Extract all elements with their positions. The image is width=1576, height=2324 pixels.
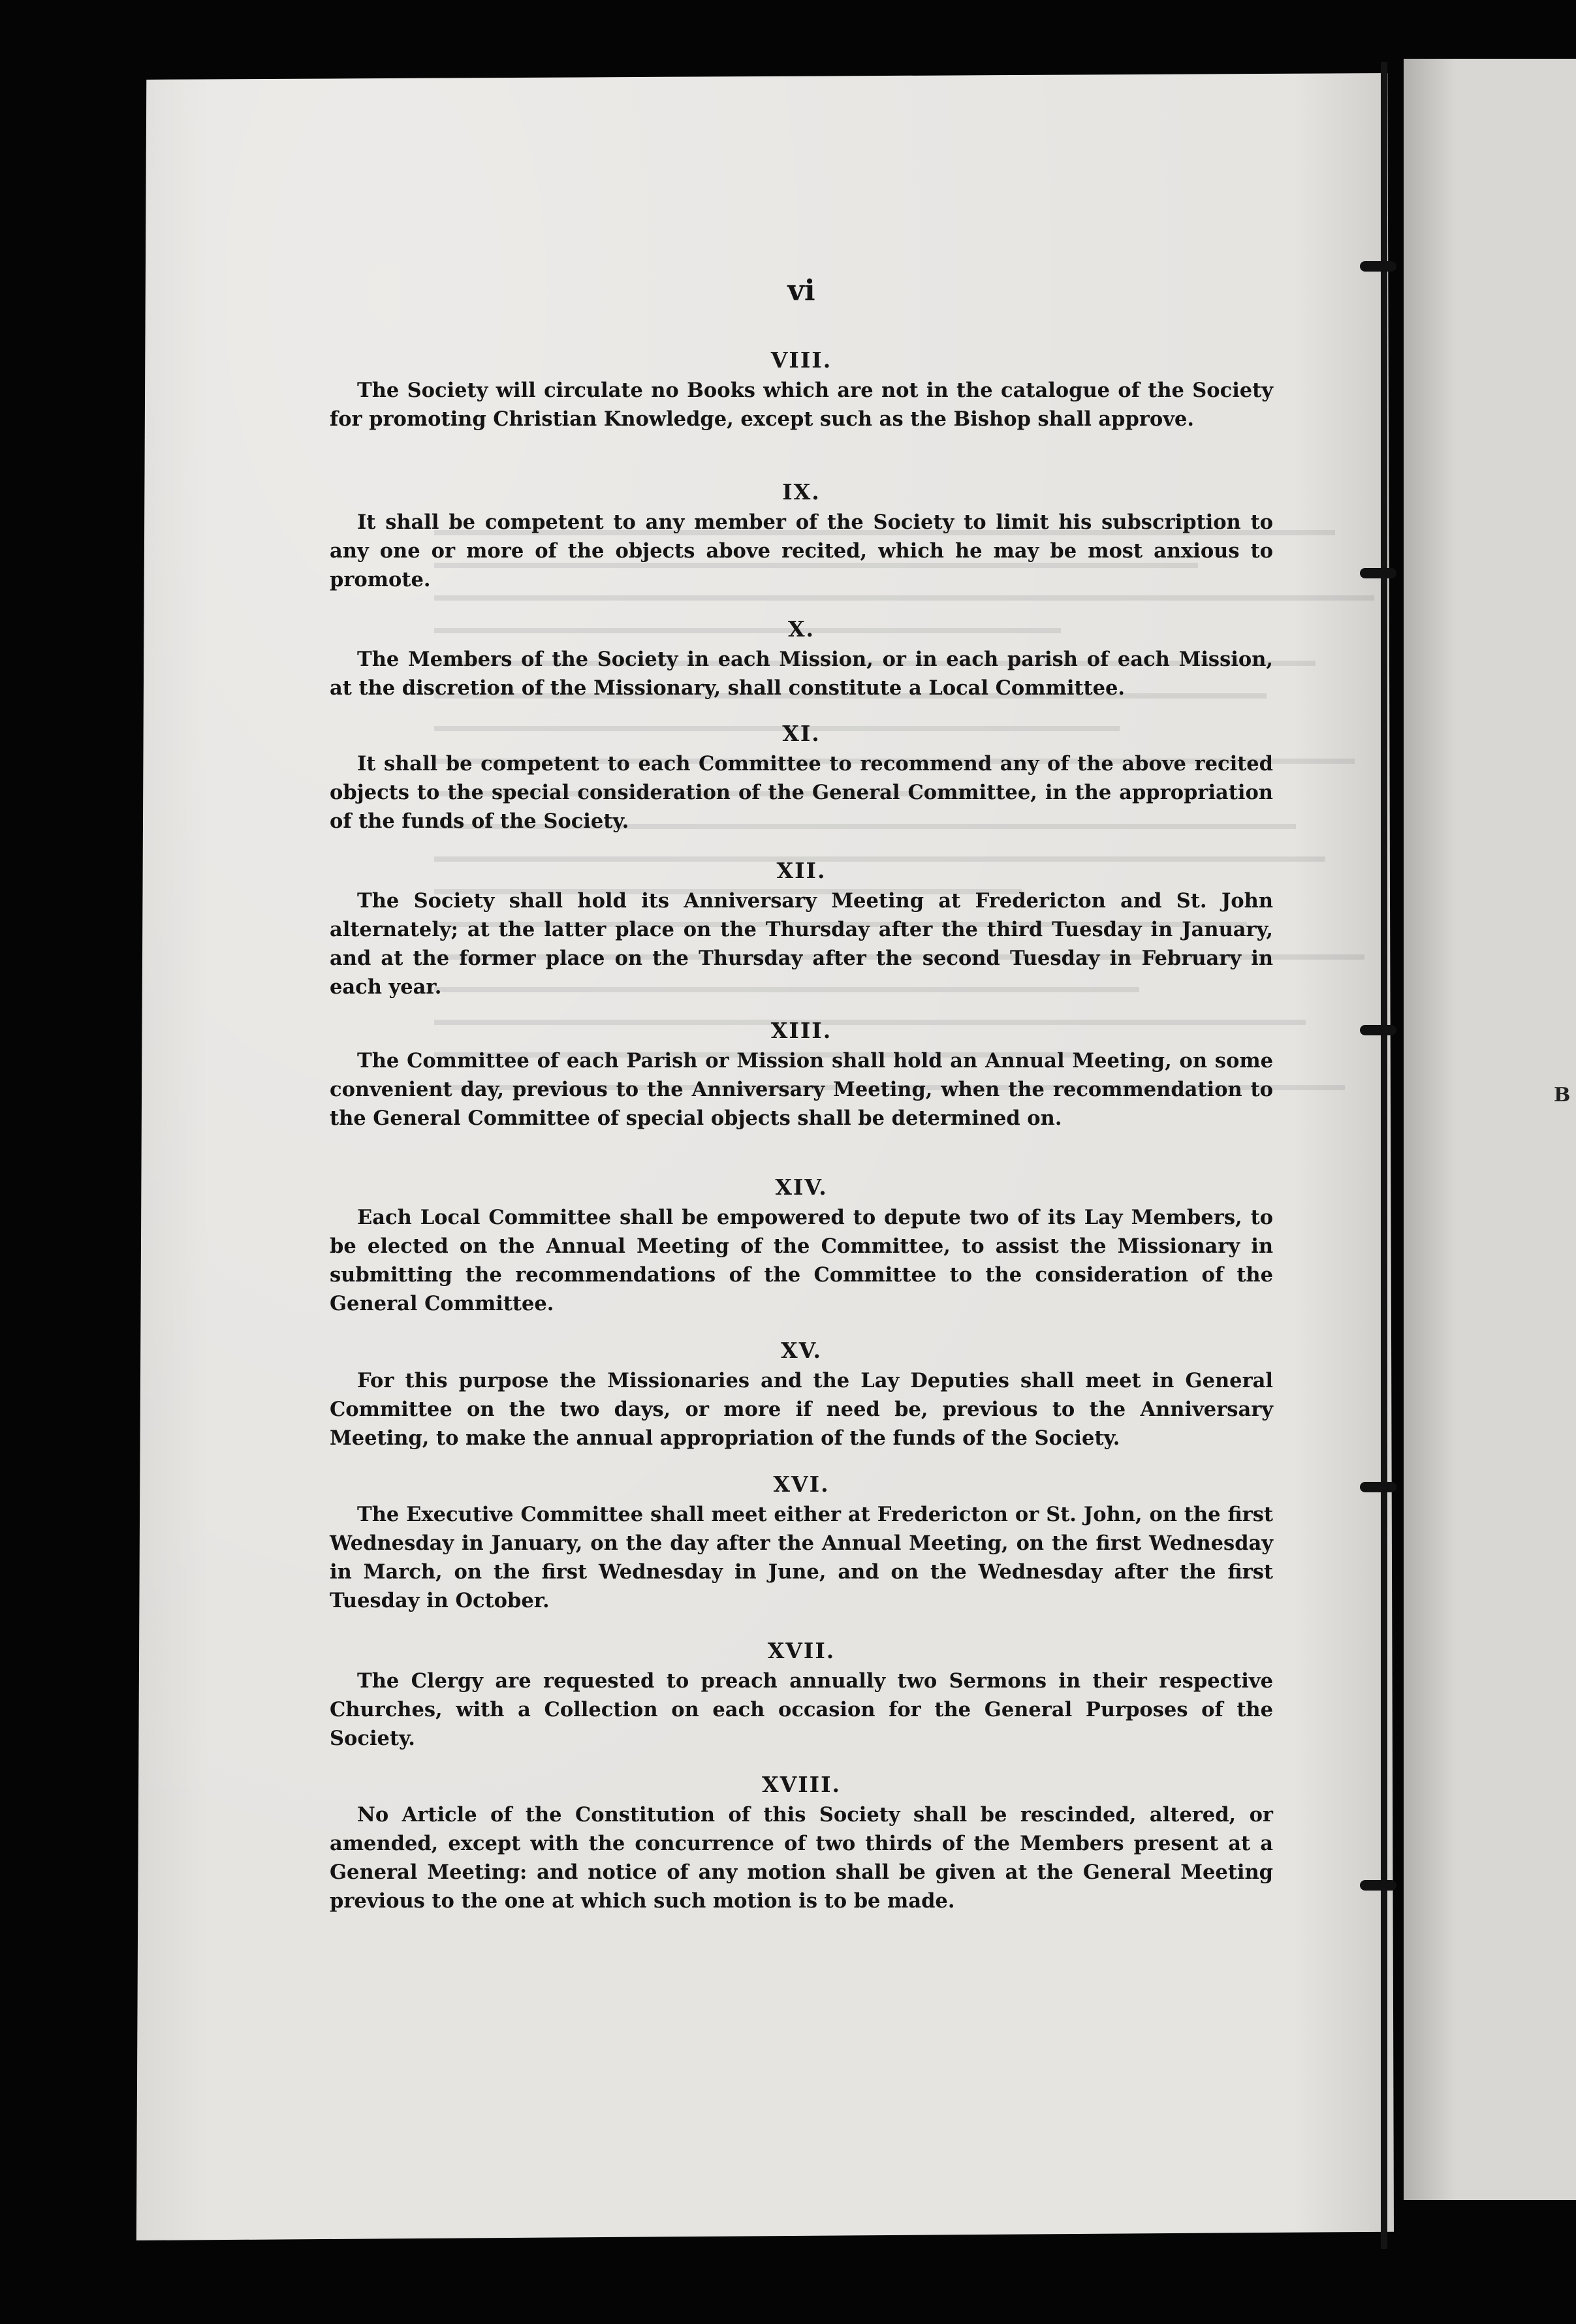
binding-stitch (1360, 568, 1396, 578)
binding-stitch (1360, 261, 1396, 272)
article-text: The Clergy are requested to preach annually two Sermons in their respective Churches, with a Collection on each occasion for the General Purposes of the Society. (330, 1669, 1273, 1750)
page-number: vi (787, 274, 815, 307)
article-text: Each Local Committee shall be empowered to depute two of its Lay Members, to be elected on the Annual Meeting of the Committee, to assist the Missionary in submitting the recommendations of the Committee to the consideration of the General Committee. (330, 1206, 1273, 1315)
article-numeral: XI. (782, 721, 821, 746)
article-numeral: XVIII. (761, 1772, 841, 1797)
article-xvi (330, 1469, 1273, 1615)
article-x (330, 614, 1273, 702)
article-text: The Society shall hold its Anniversary Meeting at Fredericton and St. John alternately; at the latter place on the Thursday after the third Tuesday in January, and at the former place on the Thursday after the second Tuesday in February in each year. (330, 889, 1273, 999)
article-text: The Society will circulate no Books which are not in the catalogue of the Society for promoting Christian Knowledge, except such as the Bishop shall approve. (330, 379, 1273, 431)
binding-stitch (1360, 1025, 1396, 1035)
article-text: It shall be competent to any member of the Society to limit his subscription to any one or more of the objects above recited, which he may be most anxious to promote. (330, 510, 1273, 591)
article-numeral: XVI. (773, 1471, 830, 1497)
article-xiv (330, 1172, 1273, 1318)
article-xii (330, 855, 1273, 1001)
article-numeral: VIII. (770, 347, 832, 373)
article-numeral: IX. (782, 479, 821, 505)
article-text: The Members of the Society in each Mission, or in each parish of each Mission, at the discretion of the Missionary, shall constitute a Local Committee. (330, 648, 1273, 700)
article-numeral: XIV. (775, 1174, 828, 1200)
article-xviii (330, 1769, 1273, 1915)
article-numeral: XV. (781, 1338, 822, 1363)
article-text: For this purpose the Missionaries and the Lay Deputies shall meet in General Committee on the two days, or more if need be, previous to the Anniversary Meeting, to make the annual appropriation of the funds of the Society. (330, 1369, 1273, 1450)
article-xvii (330, 1635, 1273, 1753)
article-text: No Article of the Constitution of this Society shall be rescinded, altered, or amended, except with the concurrence of two thirds of the Members present at a General Meeting: and notice of any motion shall be given at the General Meeting previous to the one at which such motion is to be made. (330, 1803, 1273, 1913)
spine-binding (1381, 62, 1387, 2249)
facing-page-fragment: B (1554, 1084, 1571, 1107)
article-viii (330, 345, 1273, 433)
binding-stitch (1360, 1482, 1396, 1492)
article-text: It shall be competent to each Committee to recommend any of the above recited objects to the special consideration of the General Committee, in the appropriation of the funds of the Society. (330, 752, 1273, 833)
binding-stitch (1360, 1880, 1396, 1891)
article-xv (330, 1335, 1273, 1452)
article-numeral: XII. (776, 858, 827, 883)
article-numeral: X. (787, 616, 815, 642)
article-xiii (330, 1015, 1273, 1133)
article-text: The Executive Committee shall meet either at Fredericton or St. John, on the first Wednesday in January, on the day after the Annual Meeting, on the first Wednesday in March, on the first Wednesday in June, and on the Wednesday after the first Tuesday in October. (330, 1503, 1273, 1612)
article-ix (330, 477, 1273, 594)
article-numeral: XVII. (767, 1638, 836, 1663)
article-text: The Committee of each Parish or Mission shall hold an Annual Meeting, on some convenient day, previous to the Anniversary Meeting, when the recommendation to the General Committee of special objects shall be determined on. (330, 1049, 1273, 1130)
article-numeral: XIII. (770, 1018, 832, 1043)
facing-page (1404, 59, 1576, 2200)
article-xi (330, 718, 1273, 836)
